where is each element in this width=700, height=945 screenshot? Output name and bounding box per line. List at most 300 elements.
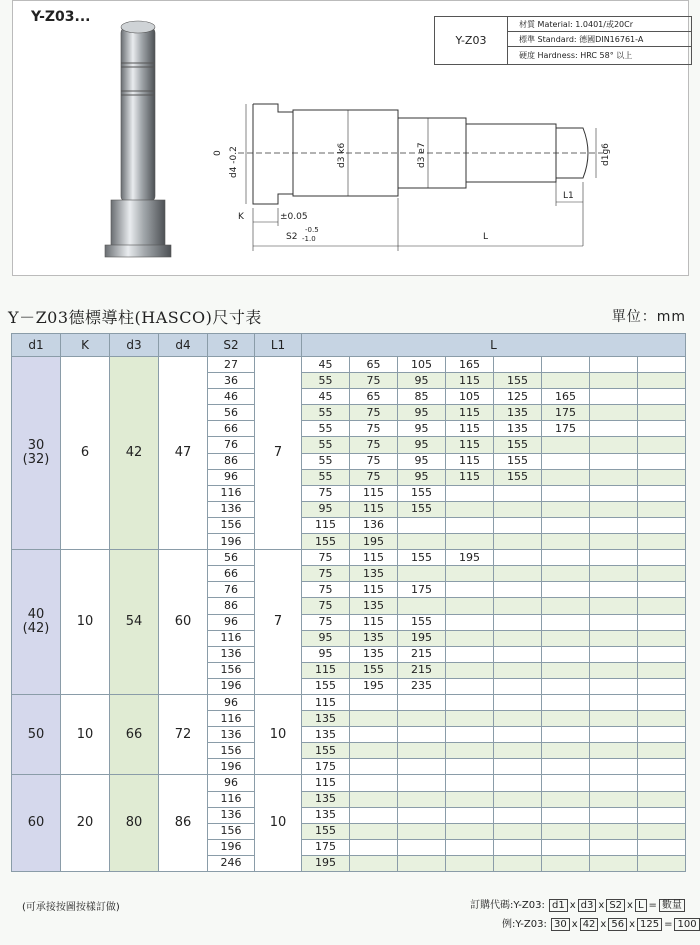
cell-l-value <box>590 421 638 437</box>
cell-l-value: 115 <box>350 485 398 501</box>
cell-l-value <box>590 437 638 453</box>
cell-d4: 47 <box>159 357 208 550</box>
cell-l-value: 75 <box>302 550 350 566</box>
cell-l-value <box>638 437 686 453</box>
cell-s2: 66 <box>208 566 255 582</box>
cell-l-value <box>494 550 542 566</box>
cell-l-value: 105 <box>446 389 494 405</box>
cell-l-value <box>638 759 686 775</box>
cell-l-value <box>542 678 590 694</box>
table-header-row <box>12 334 686 357</box>
cell-l-value <box>590 405 638 421</box>
product-drawing-panel <box>12 0 689 276</box>
cell-l-value <box>638 630 686 646</box>
dim-s2-tol-upper: -0.5 <box>305 226 319 234</box>
technical-drawing <box>198 86 618 256</box>
cell-l-value <box>446 646 494 662</box>
order-code-label: 訂購代碼:Y-Z03: <box>470 900 545 911</box>
cell-l-value <box>590 711 638 727</box>
cell-s2: 56 <box>208 405 255 421</box>
cell-l-value: 175 <box>302 839 350 855</box>
cell-l-value: 235 <box>398 678 446 694</box>
cell-l1: 7 <box>255 550 302 695</box>
product-code-title: Y-Z03... <box>31 9 91 25</box>
cell-k: 20 <box>61 775 110 872</box>
dim-d4-zero: 0 <box>213 150 223 156</box>
cell-s2: 27 <box>208 357 255 373</box>
cell-l-value <box>638 791 686 807</box>
cell-l-value <box>446 598 494 614</box>
cell-l-value <box>638 534 686 550</box>
cell-l-value <box>590 485 638 501</box>
cell-l-value: 115 <box>446 437 494 453</box>
dim-d3e7: d3 e7 <box>417 142 427 168</box>
cell-l-value <box>446 501 494 517</box>
cell-l-value <box>494 855 542 871</box>
cell-l-value: 115 <box>302 694 350 710</box>
cell-l-value <box>542 501 590 517</box>
order-field-l: L <box>635 899 647 912</box>
header-k: K <box>61 334 110 357</box>
cell-l-value <box>494 775 542 791</box>
cell-s2: 116 <box>208 791 255 807</box>
cell-l-value <box>542 839 590 855</box>
cell-s2: 196 <box>208 534 255 550</box>
cell-l-value <box>398 598 446 614</box>
cell-l-value <box>638 469 686 485</box>
cell-l-value: 75 <box>350 421 398 437</box>
cell-l-value <box>590 582 638 598</box>
cell-l-value: 155 <box>494 373 542 389</box>
cell-l-value <box>590 469 638 485</box>
cell-d4: 86 <box>159 775 208 872</box>
cell-s2: 136 <box>208 807 255 823</box>
cell-s2: 196 <box>208 759 255 775</box>
cell-d1-alt: (42) <box>22 621 50 637</box>
header-d1: d1 <box>12 334 61 357</box>
cell-l-value <box>398 743 446 759</box>
cell-l-value: 135 <box>302 711 350 727</box>
table-row <box>12 694 686 710</box>
cell-s2: 86 <box>208 598 255 614</box>
cell-l-value <box>446 791 494 807</box>
cell-s2: 56 <box>208 550 255 566</box>
header-d3: d3 <box>110 334 159 357</box>
cell-l-value: 115 <box>446 421 494 437</box>
cell-l-value <box>446 614 494 630</box>
cell-l-value: 155 <box>398 501 446 517</box>
cell-l-value: 75 <box>350 453 398 469</box>
cell-l-value <box>590 791 638 807</box>
cell-s2: 96 <box>208 469 255 485</box>
cell-l-value <box>638 823 686 839</box>
cell-l-value: 75 <box>302 598 350 614</box>
cell-l-value <box>542 630 590 646</box>
cell-s2: 116 <box>208 485 255 501</box>
cell-l-value <box>350 775 398 791</box>
cell-l-value <box>542 566 590 582</box>
header-s2: S2 <box>208 334 255 357</box>
example-field-s2: 56 <box>608 918 627 931</box>
cell-l-value <box>542 727 590 743</box>
cell-s2: 86 <box>208 453 255 469</box>
cell-l-value <box>542 759 590 775</box>
cell-l-value <box>638 807 686 823</box>
cell-l-value <box>350 791 398 807</box>
cell-l-value: 155 <box>494 453 542 469</box>
cell-s2: 96 <box>208 614 255 630</box>
unit-label: 單位：mm <box>611 309 686 325</box>
cell-l-value <box>446 485 494 501</box>
cell-l-value <box>638 566 686 582</box>
cell-d4: 60 <box>159 550 208 695</box>
cell-l-value: 155 <box>350 662 398 678</box>
cell-l-value <box>494 694 542 710</box>
cell-l-value: 195 <box>446 550 494 566</box>
cell-l-value <box>494 791 542 807</box>
cell-d1-value: 30 <box>27 438 45 454</box>
cell-l-value <box>398 517 446 533</box>
cell-l-value <box>590 775 638 791</box>
cell-l-value: 155 <box>302 823 350 839</box>
cell-d4: 72 <box>159 694 208 774</box>
cell-l-value <box>398 759 446 775</box>
example-label: 例:Y-Z03: <box>502 919 547 930</box>
cell-s2: 46 <box>208 389 255 405</box>
cell-l-value <box>542 437 590 453</box>
cell-l-value <box>542 775 590 791</box>
cell-l-value <box>638 485 686 501</box>
cell-l-value: 175 <box>302 759 350 775</box>
cell-l-value <box>398 711 446 727</box>
cell-l-value: 136 <box>350 517 398 533</box>
cell-l-value <box>398 775 446 791</box>
cell-l-value: 135 <box>302 727 350 743</box>
cell-l-value: 165 <box>446 357 494 373</box>
cell-l-value <box>446 662 494 678</box>
cell-l-value <box>638 373 686 389</box>
cell-l-value <box>542 598 590 614</box>
cell-s2: 156 <box>208 662 255 678</box>
cell-l-value: 125 <box>494 389 542 405</box>
cell-l-value <box>494 485 542 501</box>
cell-l-value <box>350 759 398 775</box>
cell-l-value <box>494 807 542 823</box>
spec-hardness: 硬度 Hardness: HRC 58° 以上 <box>519 51 633 60</box>
cell-l-value: 115 <box>446 469 494 485</box>
cell-d1 <box>12 694 61 774</box>
cell-l-value: 175 <box>542 405 590 421</box>
cell-l-value: 155 <box>302 534 350 550</box>
cell-l-value <box>446 566 494 582</box>
cell-l-value <box>446 582 494 598</box>
cell-l-value: 155 <box>494 437 542 453</box>
cell-l-value: 95 <box>398 373 446 389</box>
cell-l-value <box>590 373 638 389</box>
cell-l-value <box>542 807 590 823</box>
cell-l-value <box>494 598 542 614</box>
dimension-table <box>11 333 686 872</box>
cell-l-value <box>638 389 686 405</box>
dim-l: L <box>483 232 489 242</box>
cell-l-value: 45 <box>302 389 350 405</box>
cell-l-value <box>590 566 638 582</box>
order-field-d1: d1 <box>549 899 568 912</box>
table-row <box>12 775 686 791</box>
cell-l-value <box>638 646 686 662</box>
cell-l-value <box>446 694 494 710</box>
cell-l-value: 75 <box>302 566 350 582</box>
cell-l-value <box>494 646 542 662</box>
cell-l-value: 75 <box>350 437 398 453</box>
cell-l-value: 55 <box>302 373 350 389</box>
cell-l-value <box>638 839 686 855</box>
cell-d1 <box>12 775 61 872</box>
cell-l-value <box>494 630 542 646</box>
cell-l-value <box>494 614 542 630</box>
cell-l-value <box>542 469 590 485</box>
cell-l-value <box>638 855 686 871</box>
cell-l-value: 75 <box>350 469 398 485</box>
cell-s2: 116 <box>208 711 255 727</box>
cell-l-value <box>638 662 686 678</box>
cell-l-value: 155 <box>494 469 542 485</box>
header-l1: L1 <box>255 334 302 357</box>
dim-s2-tol-lower: -1.0 <box>302 235 316 243</box>
cell-d3: 54 <box>110 550 159 695</box>
cell-l-value <box>350 743 398 759</box>
cell-s2: 116 <box>208 630 255 646</box>
cell-l-value <box>542 662 590 678</box>
spec-name: Y-Z03 <box>435 17 508 64</box>
cell-l-value <box>590 759 638 775</box>
example-field-d1: 30 <box>551 918 570 931</box>
cell-l-value: 75 <box>302 485 350 501</box>
table-row <box>12 550 686 566</box>
cell-l-value <box>638 357 686 373</box>
spec-box <box>434 16 692 65</box>
cell-l-value: 65 <box>350 357 398 373</box>
cell-l-value <box>446 630 494 646</box>
cell-l-value <box>590 357 638 373</box>
cell-k: 10 <box>61 550 110 695</box>
table-title: Y－Z03德標導柱(HASCO)尺寸表 <box>8 308 262 327</box>
cell-l-value: 155 <box>302 678 350 694</box>
cell-l-value: 115 <box>302 662 350 678</box>
cell-l-value <box>398 727 446 743</box>
cell-l-value <box>590 807 638 823</box>
cell-l-value <box>638 405 686 421</box>
cell-l-value <box>446 823 494 839</box>
cell-l-value <box>638 743 686 759</box>
cell-l-value <box>446 775 494 791</box>
spec-standard: 標準 Standard: 德國DIN16761-A <box>507 32 691 47</box>
cell-l-value: 115 <box>350 501 398 517</box>
cell-l-value <box>398 855 446 871</box>
cell-l-value <box>590 389 638 405</box>
cell-s2: 76 <box>208 582 255 598</box>
cell-l-value: 155 <box>398 614 446 630</box>
cell-d3: 66 <box>110 694 159 774</box>
cell-s2: 156 <box>208 517 255 533</box>
cell-l-value <box>590 598 638 614</box>
cell-l-value: 95 <box>302 630 350 646</box>
dim-l1: L1 <box>563 191 574 201</box>
cell-l-value <box>446 517 494 533</box>
cell-l-value <box>446 759 494 775</box>
table-row <box>12 357 686 373</box>
cell-l-value <box>590 550 638 566</box>
cell-l-value <box>398 791 446 807</box>
cell-l-value <box>494 501 542 517</box>
cell-l-value: 95 <box>398 437 446 453</box>
dim-d3k6: d3 k6 <box>337 142 347 168</box>
cell-l-value <box>446 711 494 727</box>
cell-d1-value: 60 <box>27 815 45 831</box>
cell-l-value: 135 <box>302 807 350 823</box>
cell-l-value: 195 <box>398 630 446 646</box>
cell-l-value <box>638 694 686 710</box>
dim-s2: S2 <box>286 232 298 242</box>
cell-l-value <box>446 807 494 823</box>
cell-l-value <box>590 678 638 694</box>
cell-l-value: 105 <box>398 357 446 373</box>
cell-l-value <box>398 534 446 550</box>
cell-l-value: 95 <box>398 421 446 437</box>
cell-d1-alt: (32) <box>22 452 50 468</box>
cell-l-value <box>350 807 398 823</box>
cell-l-value: 95 <box>302 501 350 517</box>
cell-l-value: 55 <box>302 469 350 485</box>
cell-s2: 96 <box>208 775 255 791</box>
cell-l-value <box>350 823 398 839</box>
cell-l-value <box>446 743 494 759</box>
cell-l1: 7 <box>255 357 302 550</box>
cell-d1-value: 40 <box>27 607 45 623</box>
cell-l-value <box>446 678 494 694</box>
cell-l-value <box>542 453 590 469</box>
cell-l-value <box>590 839 638 855</box>
cell-l-value <box>542 646 590 662</box>
cell-l-value: 115 <box>350 550 398 566</box>
cell-l-value <box>350 727 398 743</box>
cell-l-value <box>590 517 638 533</box>
cell-l-value <box>590 823 638 839</box>
cell-l-value <box>542 517 590 533</box>
cell-l-value <box>638 598 686 614</box>
cell-l-value: 115 <box>350 614 398 630</box>
table-body <box>12 357 686 872</box>
cell-l-value: 135 <box>350 566 398 582</box>
cell-l-value <box>494 357 542 373</box>
cell-l-value <box>494 823 542 839</box>
cell-l-value <box>494 743 542 759</box>
cell-l1: 10 <box>255 775 302 872</box>
cell-l-value: 95 <box>302 646 350 662</box>
cell-l-value <box>542 711 590 727</box>
cell-l-value <box>350 855 398 871</box>
cell-l-value: 135 <box>302 791 350 807</box>
cell-l-value: 175 <box>542 421 590 437</box>
dim-d1g6: d1g6 <box>601 143 611 166</box>
dim-k-tol: ±0.05 <box>280 212 308 222</box>
cell-l-value <box>446 839 494 855</box>
cell-l-value <box>590 501 638 517</box>
example-field-l: 125 <box>637 918 662 931</box>
order-example: 例:Y-Z03: 30 x 42 x 56 x 125 = 100 <box>502 915 700 931</box>
cell-l-value: 195 <box>350 678 398 694</box>
cell-l-value <box>638 678 686 694</box>
cell-s2: 156 <box>208 823 255 839</box>
cell-l-value <box>638 517 686 533</box>
cell-s2: 196 <box>208 839 255 855</box>
cell-l-value: 175 <box>398 582 446 598</box>
cell-l-value <box>638 501 686 517</box>
cell-l-value <box>590 662 638 678</box>
cell-l-value: 75 <box>350 405 398 421</box>
cell-l-value <box>542 550 590 566</box>
order-field-s2: S2 <box>606 899 625 912</box>
cell-l-value <box>638 582 686 598</box>
cell-l-value <box>590 614 638 630</box>
cell-l-value <box>542 582 590 598</box>
cell-l-value <box>494 534 542 550</box>
cell-l-value <box>638 614 686 630</box>
cell-l-value <box>590 453 638 469</box>
cell-l-value: 135 <box>494 421 542 437</box>
cell-l-value: 155 <box>398 550 446 566</box>
cell-l-value <box>398 807 446 823</box>
cell-l-value: 95 <box>398 405 446 421</box>
cell-s2: 136 <box>208 727 255 743</box>
cell-l-value: 115 <box>446 405 494 421</box>
cell-l-value <box>638 550 686 566</box>
cell-l-value <box>590 855 638 871</box>
cell-l-value <box>494 566 542 582</box>
cell-l-value <box>542 485 590 501</box>
cell-l-value <box>542 357 590 373</box>
cell-l-value <box>494 678 542 694</box>
cell-l-value: 75 <box>302 582 350 598</box>
cell-l-value <box>398 823 446 839</box>
cell-l-value: 55 <box>302 405 350 421</box>
cell-l-value: 115 <box>350 582 398 598</box>
cell-s2: 76 <box>208 437 255 453</box>
cell-l-value <box>446 534 494 550</box>
example-field-d3: 42 <box>580 918 599 931</box>
cell-l-value: 135 <box>350 598 398 614</box>
dim-k: K <box>238 212 244 222</box>
order-field-qty: 數量 <box>659 899 685 912</box>
order-field-d3: d3 <box>578 899 597 912</box>
dim-d4: d4 -0.2 <box>229 146 239 178</box>
cell-d1-value: 50 <box>27 726 45 742</box>
cell-s2: 136 <box>208 646 255 662</box>
guide-pin-photo <box>93 15 183 265</box>
cell-l-value <box>638 711 686 727</box>
cell-l-value <box>494 662 542 678</box>
cell-l-value <box>350 839 398 855</box>
cell-l-value: 65 <box>350 389 398 405</box>
cell-l-value <box>638 775 686 791</box>
order-code: 訂購代碼:Y-Z03: d1 x d3 x S2 x L = 數量 <box>470 896 686 912</box>
cell-l-value <box>446 727 494 743</box>
cell-s2: 246 <box>208 855 255 871</box>
cell-d1 <box>12 357 61 550</box>
header-d4: d4 <box>159 334 208 357</box>
cell-l-value <box>638 727 686 743</box>
custom-order-note: (可承接按圖按樣訂做) <box>22 902 120 913</box>
